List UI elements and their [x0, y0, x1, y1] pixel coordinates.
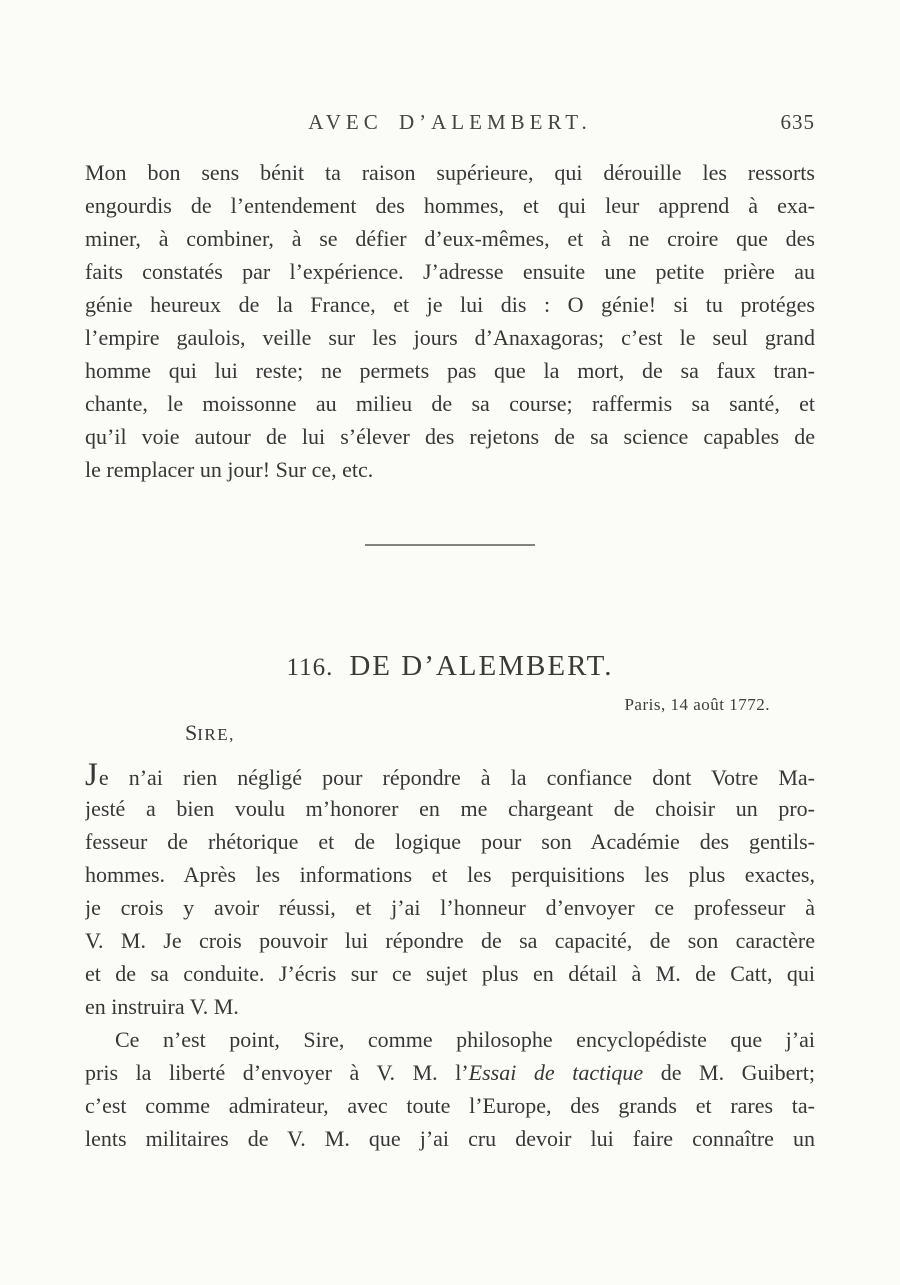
- text-line: hommes. Après les informations et les perquisitions les plus exactes,: [85, 862, 815, 887]
- letter-title: DE D’ALEMBERT.: [349, 650, 614, 682]
- text-line: qu’il voie autour de lui s’élever des rejetons de sa science capables de: [85, 424, 815, 449]
- text-line: lents militaires de V. M. que j’ai cru devoir lui faire connaître un: [85, 1126, 815, 1151]
- text-line: fesseur de rhétorique et de logique pour son Académie des gentils-: [85, 829, 815, 854]
- text-line: engourdis de l’entendement des hommes, et qui leur apprend à exa-: [85, 193, 815, 218]
- salutation-smallcaps: IRE,: [197, 725, 235, 744]
- text-line: miner, à combiner, à se défier d’eux-mêmes, et à ne croire que des: [85, 226, 815, 251]
- text-line: Ce n’est point, Sire, comme philosophe encyclopédiste que j’ai: [115, 1027, 815, 1052]
- text-line: homme qui lui reste; ne permets pas que la mort, de sa faux tran-: [85, 358, 815, 383]
- text-line: et de sa conduite. J’écris sur ce sujet plus en détail à M. de Catt, qui: [85, 961, 815, 986]
- section-heading: [85, 649, 815, 685]
- text-line: génie heureux de la France, et je lui dis : O génie! si tu protéges: [85, 292, 815, 317]
- text-line: V. M. Je crois pouvoir lui répondre de sa capacité, de son caractère: [85, 928, 815, 953]
- text-line: le remplacer un jour! Sur ce, etc.: [85, 457, 374, 482]
- text-line: l’empire gaulois, veille sur les jours d’Anaxagoras; c’est le seul grand: [85, 325, 815, 350]
- section-divider: [365, 544, 535, 546]
- salutation-capital: S: [185, 720, 198, 745]
- drop-initial: J: [85, 759, 99, 792]
- dateline: Paris, 14 août 1772.: [624, 695, 770, 714]
- text-line: Mon bon sens bénit ta raison supérieure, qui dérouille les ressorts: [85, 160, 815, 185]
- running-header: [85, 110, 815, 138]
- text-segment: pris la liberté d’envoyer à V. M. l’: [85, 1060, 469, 1085]
- text-segment: e n’ai rien négligé pour répondre à la confiance dont Votre Ma-: [98, 765, 815, 790]
- book-title-italic: Essai de tactique: [468, 1060, 644, 1085]
- text-line: jesté a bien voulu m’honorer en me chargeant de choisir un pro-: [85, 796, 815, 821]
- text-line: [85, 759, 815, 792]
- page-number: 635: [780, 110, 815, 134]
- paragraph-continuation: [85, 156, 815, 486]
- letter-paragraph-1: [85, 759, 815, 1023]
- running-header-title: AVEC D’ALEMBERT.: [308, 110, 592, 134]
- text-line: je crois y avoir réussi, et j’ai l’honneur d’envoyer ce professeur à: [85, 895, 815, 920]
- text-line: faits constatés par l’expérience. J’adresse ensuite une petite prière au: [85, 259, 815, 284]
- letter-paragraph-2: [85, 1023, 815, 1155]
- letter-number: 116.: [286, 654, 334, 681]
- text-line: c’est comme admirateur, avec toute l’Europe, des grands et rares ta-: [85, 1093, 815, 1118]
- text-line: chante, le moissonne au milieu de sa course; raffermis sa santé, et: [85, 391, 815, 416]
- text-segment: de M. Guibert;: [643, 1060, 815, 1085]
- text-line: [85, 1056, 815, 1089]
- text-line: en instruira V. M.: [85, 994, 239, 1019]
- salutation: [185, 718, 815, 750]
